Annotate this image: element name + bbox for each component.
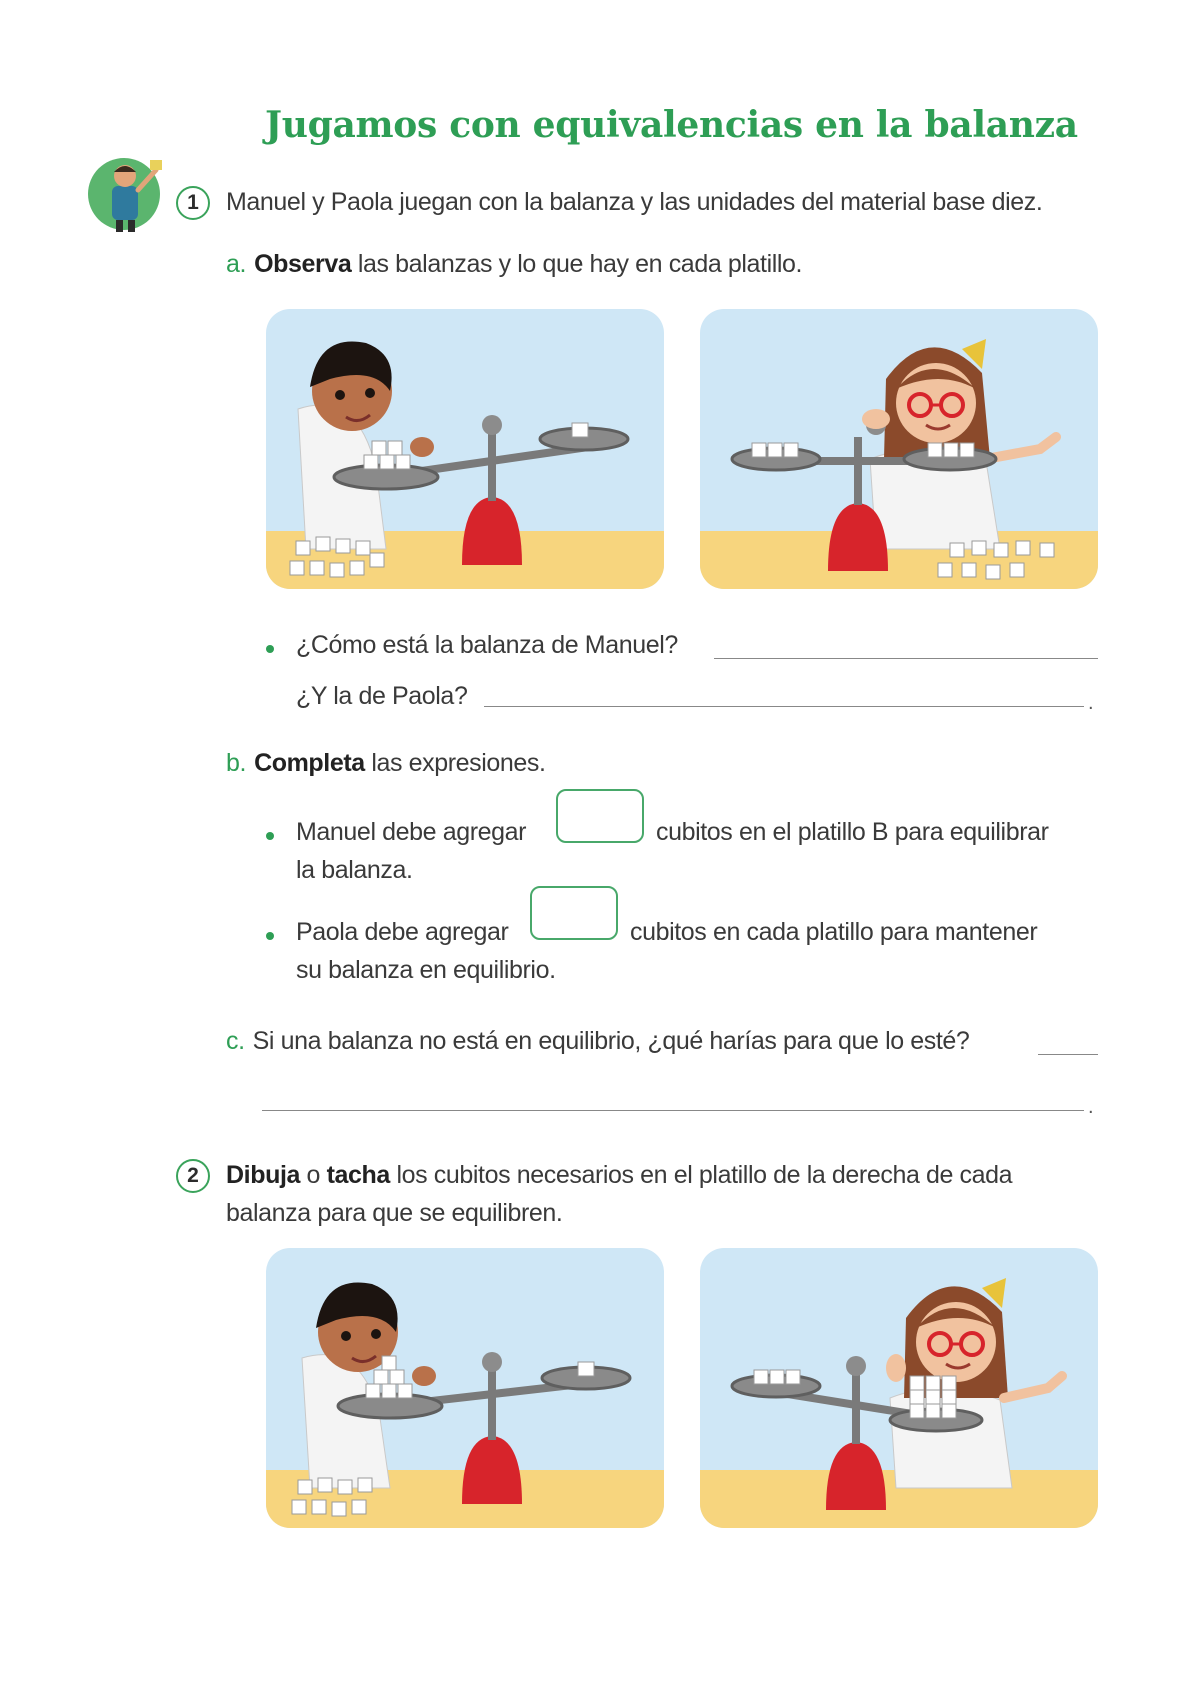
question-paola-balance: ¿Y la de Paola? <box>296 682 468 710</box>
item-a-statement <box>226 248 802 281</box>
question-manuel-balance: ¿Cómo está la balanza de Manuel? <box>296 631 678 659</box>
manuel-sentence-continuation: la balanza. <box>296 856 413 884</box>
scene-paola-balance <box>700 309 1098 589</box>
scene-manuel-activity-2 <box>266 1248 664 1528</box>
item-c-text: Si una balanza no está en equilibrio, ¿qué harías para que lo esté? <box>252 1027 970 1055</box>
item-b-letter: b. <box>226 749 247 777</box>
teacher-mascot-icon <box>88 150 168 234</box>
paola-cubes-answer-box[interactable] <box>530 886 618 940</box>
item-b-verb: Completa <box>254 749 365 777</box>
answer-line-manuel[interactable] <box>714 658 1098 659</box>
activity-2-verb-draw: Dibuja <box>226 1161 300 1189</box>
answer-line-paola[interactable] <box>484 706 1084 707</box>
bullet <box>266 645 274 653</box>
manuel-sentence-start: Manuel debe agregar <box>296 818 527 846</box>
answer-line-c-2[interactable] <box>262 1110 1084 1111</box>
item-b-rest: las expresiones. <box>364 749 546 777</box>
paola-sentence-start: Paola debe agregar <box>296 918 509 946</box>
answer-line-c-1[interactable] <box>1038 1054 1098 1055</box>
line-end-period: . <box>1088 1096 1094 1118</box>
scene-paola-activity-2 <box>700 1248 1098 1528</box>
item-a-verb: Observa <box>254 250 352 278</box>
activity-2-number: 2 <box>176 1159 210 1193</box>
activity-1-number: 1 <box>176 186 210 220</box>
activity-2-verb-cross: tacha <box>326 1161 390 1189</box>
scene-manuel-balance <box>266 309 664 589</box>
line-end-period: . <box>1088 692 1094 714</box>
manuel-cubes-answer-box[interactable] <box>556 789 644 843</box>
item-a-letter: a. <box>226 250 247 278</box>
manuel-sentence-end: cubitos en el platillo B para equilibrar <box>656 818 1049 846</box>
paola-sentence-continuation: su balanza en equilibrio. <box>296 956 556 984</box>
item-c-statement <box>226 1025 969 1058</box>
bullet <box>266 932 274 940</box>
bullet <box>266 832 274 840</box>
item-a-rest: las balanzas y lo que hay en cada platillo. <box>351 250 803 278</box>
paola-sentence-end: cubitos en cada platillo para mantener <box>630 918 1038 946</box>
activity-2-continuation: balanza para que se equilibren. <box>226 1199 563 1227</box>
page-title: Jugamos con equivalencias en la balanza <box>265 104 1078 146</box>
activity-2-statement <box>226 1159 1012 1192</box>
activity-2-connector: o <box>300 1161 327 1189</box>
item-c-letter: c. <box>226 1027 245 1055</box>
activity-1-intro: Manuel y Paola juegan con la balanza y las unidades del material base diez. <box>226 188 1043 216</box>
activity-2-rest: los cubitos necesarios en el platillo de la derecha de cada <box>389 1161 1013 1189</box>
item-b-statement <box>226 747 546 780</box>
